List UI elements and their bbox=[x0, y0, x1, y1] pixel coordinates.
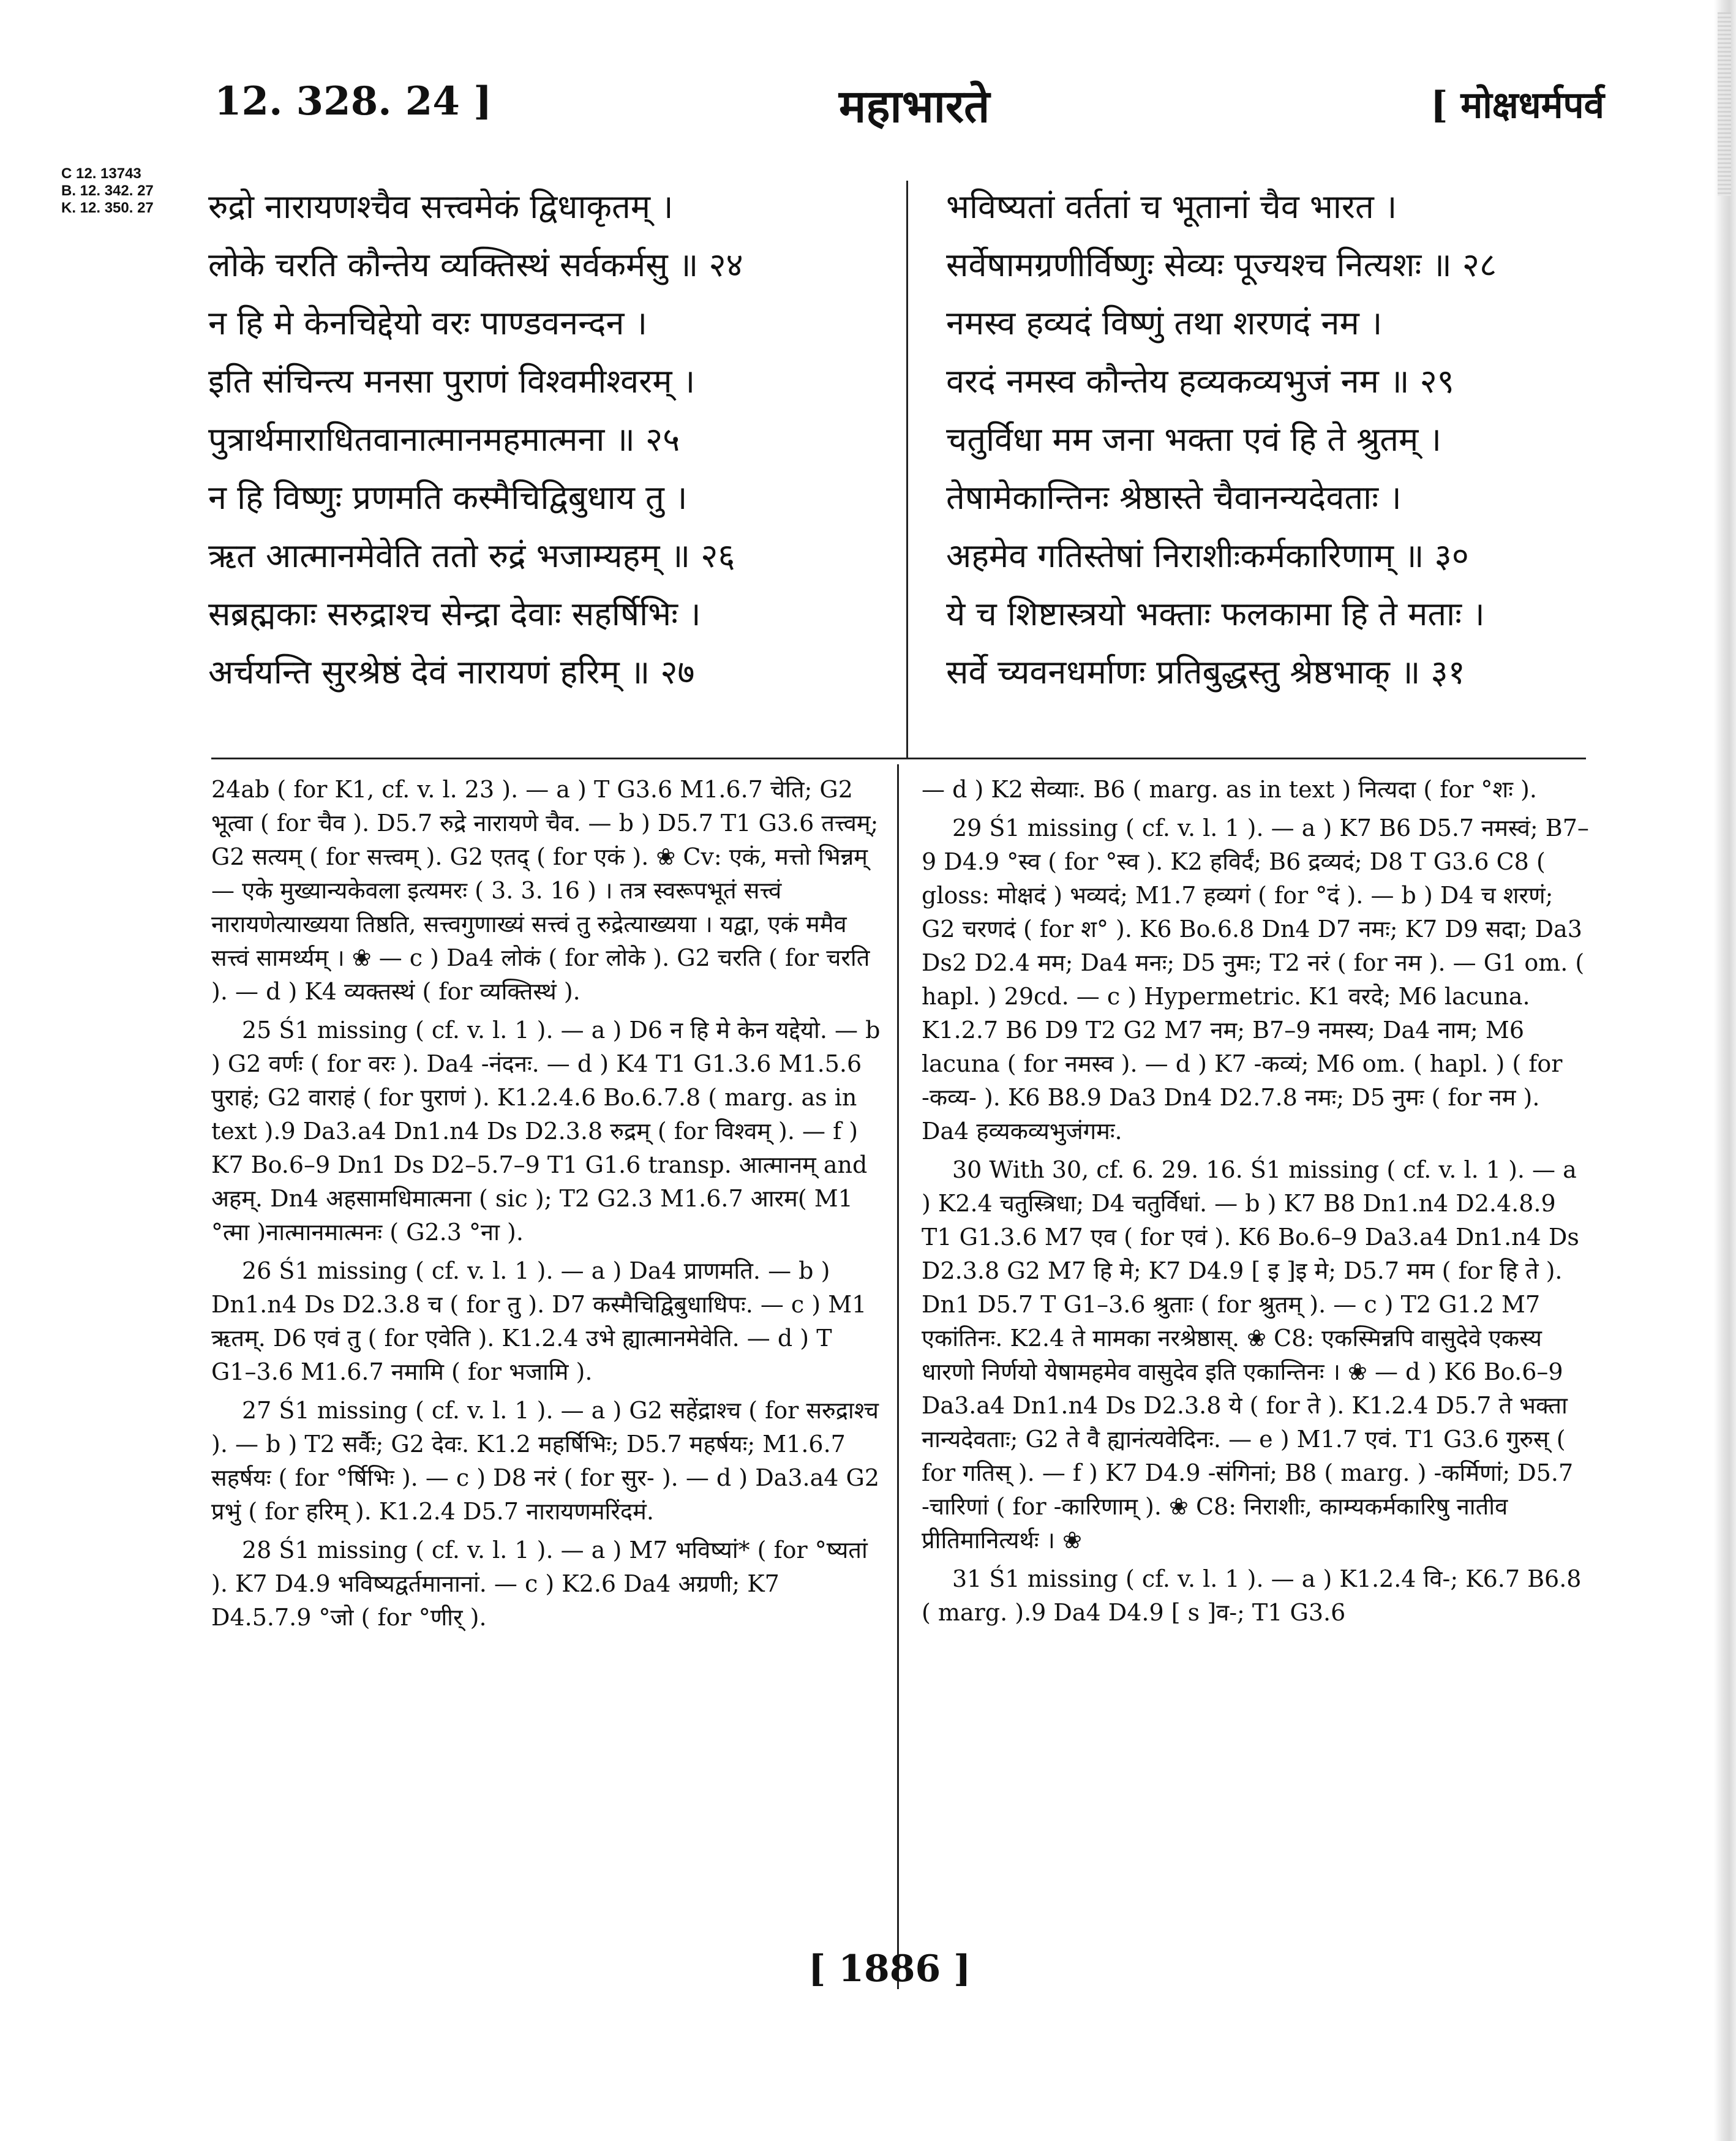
header-verse-reference: 12. 328. 24 ] bbox=[214, 78, 492, 124]
verse-line: पुत्रार्थमाराधितवानात्मानमहमात्मना ॥ २५ bbox=[208, 420, 680, 459]
verse-line: वरदं नमस्व कौन्तेय हव्यकव्यभुजं नम ॥ २९ bbox=[946, 362, 1454, 401]
verse-line: ये च शिष्टास्त्रयो भक्ताः फलकामा हि ते मताः । bbox=[946, 595, 1485, 633]
verse-line: तेषामेकान्तिनः श्रेष्ठास्ते चैवानन्यदेवताः । bbox=[946, 478, 1402, 517]
verse-column-divider bbox=[906, 181, 908, 759]
verse-line: लोके चरति कौन्तेय व्यक्तिस्थं सर्वकर्मसु ॥ २४ bbox=[208, 246, 743, 284]
verse-line: चतुर्विधा मम जना भक्ता एवं हि ते श्रुतम् । bbox=[946, 420, 1441, 459]
verse-line: न हि मे केनचिद्देयो वरः पाण्डवनन्दन । bbox=[208, 304, 648, 342]
apparatus-column-divider bbox=[897, 764, 899, 1989]
concordance-line: K. 12. 350. 27 bbox=[61, 200, 154, 216]
verse-line: सर्वे च्यवनधर्माणः प्रतिबुद्धस्तु श्रेष्ठभाक् ॥ ३१ bbox=[946, 653, 1465, 691]
apparatus-note: 27 Ś1 missing ( cf. v. l. 1 ). — a ) G2 सहेंद्राश्च ( for सरुद्राश्च ). — b ) T2 सर्वैः; G2 देवः. K1.2 महर्षिभिः; D5.7 महर्षयः; M1.6.7 सहर्षयः ( for °र्षिभिः ). — c ) D8 नरं ( for सुर- ). — d ) Da3.a4 G2 प्रभुं ( for हरिम् ). K1.2.4 D5.7 नारायणमरिंदमं. bbox=[211, 1397, 880, 1525]
verse-line: भविष्यतां वर्ततां च भूतानां चैव भारत । bbox=[946, 187, 1397, 226]
verse-column-right bbox=[946, 178, 1620, 701]
verse-line: रुद्रो नारायणश्चैव सत्त्वमेकं द्विधाकृतम् । bbox=[208, 187, 674, 226]
header-book-title: महाभारते bbox=[839, 80, 990, 133]
verse-line: ऋत आत्मानमेवेति ततो रुद्रं भजाम्यहम् ॥ २६ bbox=[208, 536, 735, 575]
running-header bbox=[214, 78, 1604, 146]
verse-line: न हि विष्णुः प्रणमति कस्मैचिद्विबुधाय तु । bbox=[208, 478, 688, 517]
verse-line: इति संचिन्त्य मनसा पुराणं विश्वमीश्वरम् । bbox=[208, 362, 696, 401]
apparatus-note: 29 Ś1 missing ( cf. v. l. 1 ). — a ) K7 B6 D5.7 नमस्वं; B7–9 D4.9 °स्व ( for °स्व ). K2 हविर्दं; B6 द्रव्यदं; D8 T G3.6 C8 ( gloss: मोक्षदं ) भव्यदं; M1.7 हव्यगं ( for °दं ). — b ) D4 च शरणं; G2 चरणदं ( for श° ). K6 Bo.6.8 Dn4 D7 नमः; K7 D9 सदा; Da3 Ds2 D2.4 मम; Da4 मनः; D5 नुमः; T2 नरं ( for नम ). — G1 om. ( hapl. ) 29cd. — c ) Hypermetric. K1 वरदे; M6 lacuna. K1.2.7 B6 D9 T2 G2 M7 नम; B7–9 नमस्य; Da4 नाम; M6 lacuna ( for नमस्व ). — d ) K7 -कव्यं; M6 om. ( hapl. ) ( for -कव्य- ). K6 B8.9 Da3 Dn4 D2.7.8 नमः; D5 नुमः ( for नम ). Da4 हव्यकव्यभुजंगमः. bbox=[922, 815, 1589, 1145]
apparatus-note: — d ) K2 सेव्याः. B6 ( marg. as in text ) नित्यदा ( for °शः ). bbox=[922, 776, 1537, 803]
text-apparatus-separator bbox=[211, 758, 1586, 759]
apparatus-note: 31 Ś1 missing ( cf. v. l. 1 ). — a ) K1.2.4 वि-; K6.7 B6.8 ( marg. ).9 Da4 D4.9 [ s ]व-; T1 G3.6 bbox=[922, 1565, 1582, 1626]
apparatus-note: 30 With 30, cf. 6. 29. 16. Ś1 missing ( cf. v. l. 1 ). — a ) K2.4 चतुस्त्रिधा; D4 चतुर्विधां. — b ) K7 B8 Dn1.n4 D2.4.8.9 T1 G1.3.6 M7 एव ( for एवं ). K6 Bo.6–9 Da3.a4 Dn1.n4 Ds D2.3.8 G2 M7 हि मे; K7 D4.9 [ इ ]इ मे; D5.7 मम ( for हि ते ). Dn1 D5.7 T G1–3.6 श्रुताः ( for श्रुतम् ). — c ) T2 G1.2 M7 एकांतिनः. K2.4 ते मामका नरश्रेष्ठास्. ❀ C8: एकस्मिन्नपि वासुदेवे एकस्य धारणो निर्णयो येषामहमेव वासुदेव इति एकान्तिनः । ❀ — d ) K6 Bo.6–9 Da3.a4 Dn1.n4 Ds D2.3.8 ये ( for ते ). K1.2.4 D5.7 ते भक्ता नान्यदेवताः; G2 ते वै ह्यानंत्यवेदिनः. — e ) M1.7 एवं. T1 G3.6 गुरुस् ( for गतिस् ). — f ) K7 D4.9 -संगिनां; B8 ( marg. ) -कर्मिणां; D5.7 -चारिणां ( for -कारिणाम् ). ❀ C8: निराशीः, काम्यकर्मकारिषु नातीव प्रीतिमानित्यर्थः । ❀ bbox=[922, 1156, 1579, 1554]
apparatus-note: 28 Ś1 missing ( cf. v. l. 1 ). — a ) M7 भविष्यां* ( for °ष्यतां ). K7 D4.9 भविष्यद्वर्तमानानां. — c ) K2.6 Da4 अग्रणी; K7 D4.5.7.9 °जो ( for °णीर् ). bbox=[211, 1537, 868, 1631]
verse-line: अहमेव गतिस्तेषां निराशीःकर्मकारिणाम् ॥ ३० bbox=[946, 536, 1469, 575]
apparatus-note: 26 Ś1 missing ( cf. v. l. 1 ). — a ) Da4 प्राणमति. — b ) Dn1.n4 Ds D2.3.8 च ( for तु ). D7 कस्मैचिद्विबुधाधिपः. — c ) M1 ऋतम्. D6 एवं तु ( for एवेति ). K1.2.4 उभे ह्यात्मानमेवेति. — d ) T G1–3.6 M1.6.7 नमामि ( for भजामि ). bbox=[211, 1257, 867, 1385]
header-parvan-title: [ मोक्षधर्मपर्व bbox=[1430, 84, 1604, 127]
page-edge-shadow bbox=[1714, 0, 1736, 2141]
verse-line: सर्वेषामग्रणीर्विष्णुः सेव्यः पूज्यश्च नित्यशः ॥ २८ bbox=[946, 246, 1497, 284]
apparatus-note: 25 Ś1 missing ( cf. v. l. 1 ). — a ) D6 न हि मे केन यद्देयो. — b ) G2 वर्णः ( for वरः ). Da4 -नंदनः. — d ) K4 T1 G1.3.6 M1.5.6 पुराहं; G2 वाराहं ( for पुराणं ). K1.2.4.6 Bo.6.7.8 ( marg. as in text ).9 Da3.a4 Dn1.n4 Ds D2.3.8 रुद्रम् ( for विश्वम् ). — f ) K7 Bo.6–9 Dn1 Ds D2–5.7–9 T1 G1.6 transp. आत्मानम् and अहम्. Dn4 अहसामधिमात्मना ( sic ); T2 G2.3 M1.6.7 आरम( M1 °त्मा )नात्मानमात्मनः ( G2.3 °ना ). bbox=[211, 1017, 881, 1246]
page-number: [ 1886 ] bbox=[808, 1947, 971, 1990]
apparatus-note: 24ab ( for K1, cf. v. l. 23 ). — a ) T G3.6 M1.6.7 चेति; G2 भूत्वा ( for चैव ). D5.7 रुद्रे नारायणे चैव. — b ) D5.7 T1 G3.6 तत्त्वम्; G2 सत्यम् ( for सत्त्वम् ). G2 एतद् ( for एकं ). ❀ Cv: एकं, मत्तो भिन्नम् — एके मुख्यान्यकेवला इत्यमरः ( 3. 3. 16 ) । तत्र स्वरूपभूतं सत्त्वं नारायणेत्याख्यया तिष्ठति, सत्त्वगुणाख्यं सत्त्वं तु रुद्रेत्याख्यया । यद्वा, एकं ममैव सत्त्वं सामर्थ्यम् । ❀ — c ) Da4 लोकं ( for लोके ). G2 चरति ( for चरति ). — d ) K4 व्यक्तस्थं ( for व्यक्तिस्थं ). bbox=[211, 776, 879, 1005]
edition-concordance bbox=[61, 165, 154, 217]
concordance-line: B. 12. 342. 27 bbox=[61, 182, 154, 199]
verse-column-left bbox=[208, 178, 882, 701]
verse-line: अर्चयन्ति सुरश्रेष्ठं देवं नारायणं हरिम् ॥ २७ bbox=[208, 653, 695, 691]
verse-line: सब्रह्मकाः सरुद्राश्च सेन्द्रा देवाः सहर्षिभिः । bbox=[208, 595, 701, 633]
apparatus-column-right bbox=[922, 773, 1592, 1635]
concordance-line: C 12. 13743 bbox=[61, 165, 141, 182]
verse-line: नमस्व हव्यदं विष्णुं तथा शरणदं नम । bbox=[946, 304, 1383, 342]
apparatus-column-left bbox=[211, 773, 882, 1639]
